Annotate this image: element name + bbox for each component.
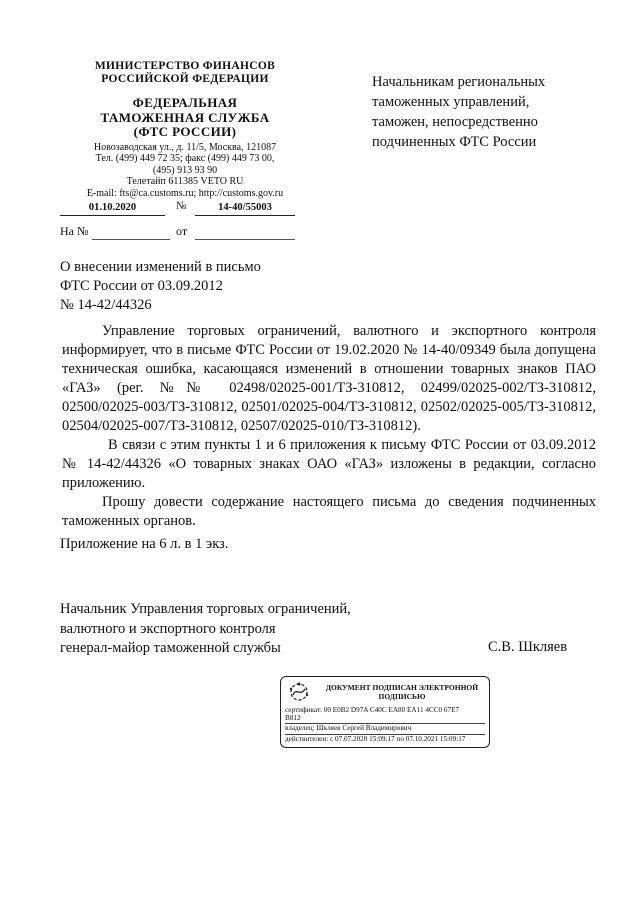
reference-label: На № (60, 224, 89, 238)
ministry-line: МИНИСТЕРСТВО ФИНАНСОВ (94, 60, 276, 72)
addressee-line: таможенных управлений, (372, 94, 530, 110)
letter-subject (60, 258, 360, 315)
signer-title (60, 600, 390, 659)
addressee-line: Начальникам региональных (372, 74, 546, 90)
address-line: Новозаводская ул., д. 11/5, Москва, 121087 (93, 142, 277, 153)
addressee-block (372, 72, 602, 152)
number-label: № (176, 200, 187, 212)
phone-line: (495) 913 93 90 (152, 164, 218, 176)
agency-name (60, 96, 310, 140)
addressee-line: таможен, непосредственно (372, 114, 538, 130)
agency-contacts (60, 142, 310, 199)
subject-line: О внесении изменений в письмо (60, 259, 261, 275)
signer-name: С.В. Шкляев (488, 639, 568, 655)
reference-date-blank (195, 239, 295, 240)
agency-line: ФЕДЕРАЛЬНАЯ (132, 95, 238, 110)
agency-line: ТАМОЖЕННАЯ СЛУЖБА (100, 109, 270, 125)
stamp-owner: владелец: Шкляев Сергей Владимирович (285, 724, 412, 732)
addressee-line: подчиненных ФТС России (372, 134, 537, 150)
stamp-certificate: сертификат: 00 E0B2 D97A C40C EA80 EA11 4CC0 67E7 (285, 706, 460, 714)
stamp-validity: действителен: с 07.07.2020 15:09:17 по 07.10.2021 15:09:17 (285, 735, 466, 743)
subject-line: ФТС России от 03.09.2012 (60, 278, 223, 294)
stamp-certificate-continued: B812 (285, 714, 301, 722)
body-paragraph: В связи с этим пункты 1 и 6 приложения к письму ФТС России от 03.09.2012 № 14-42/44326 «О товарных знаках ОАО «ГАЗ» изложены в редакции, согласно приложению. (62, 437, 596, 491)
email-line: E-mail: fts@ca.customs.ru; http://customs.gov.ru (86, 187, 284, 199)
attachment-note: Приложение на 6 л. в 1 экз. (60, 536, 229, 552)
registration-number: 14-40/55003 (195, 200, 295, 216)
reference-number-blank (92, 239, 170, 240)
body-paragraph: Прошу довести содержание настоящего письма до сведения подчиненных таможенных органов. (62, 494, 596, 529)
signer-title-line: Начальник Управления торговых ограничений, (60, 601, 351, 617)
reference-row (60, 224, 295, 242)
reference-from-label: от (176, 224, 188, 238)
ministry-name (60, 60, 310, 86)
letter-body (62, 322, 596, 531)
phone-line: Тел. (499) 449 72 35; факс (499) 449 73 00, (95, 153, 275, 165)
stamp-title-line: ПОДПИСЬЮ (378, 692, 426, 701)
subject-line: № 14-42/44326 (60, 297, 152, 313)
stamp-title-line: ДОКУМЕНТ ПОДПИСАН ЭЛЕКТРОННОЙ (325, 683, 479, 692)
registration-row (60, 200, 295, 216)
signer-title-line: генерал-майор таможенной службы (60, 640, 281, 656)
electronic-signature-stamp (280, 676, 490, 748)
agency-line: (ФТС РОССИИ) (133, 124, 237, 139)
teletype-line: Телетайп 611385 VETO RU (126, 176, 244, 188)
body-paragraph: Управление торговых ограничений, валютного и экспортного контроля информирует, что в письме ФТС России от 19.02.2020 № 14-40/09349 была допущена техническая ошибка, касающаяся изменений в отношении товарных знаков ПАО «ГАЗ» (рег. №№ 02498/02025-001/ТЗ-310812, 02499/02025-002/ТЗ-310812, 02500/02025-003/ТЗ-310812, 02501/02025-004/ТЗ-310812, 02502/02025-005/ТЗ-310812, 02504/02025-007/ТЗ-310812, 02507/02025-010/ТЗ-310812). (62, 323, 596, 434)
signer-title-line: валютного и экспортного контроля (60, 620, 276, 637)
stamp-title (317, 683, 487, 701)
ministry-line: РОССИЙСКОЙ ФЕДЕРАЦИИ (101, 73, 269, 85)
registration-date: 01.10.2020 (60, 200, 165, 216)
signature-logo-icon (286, 681, 312, 703)
